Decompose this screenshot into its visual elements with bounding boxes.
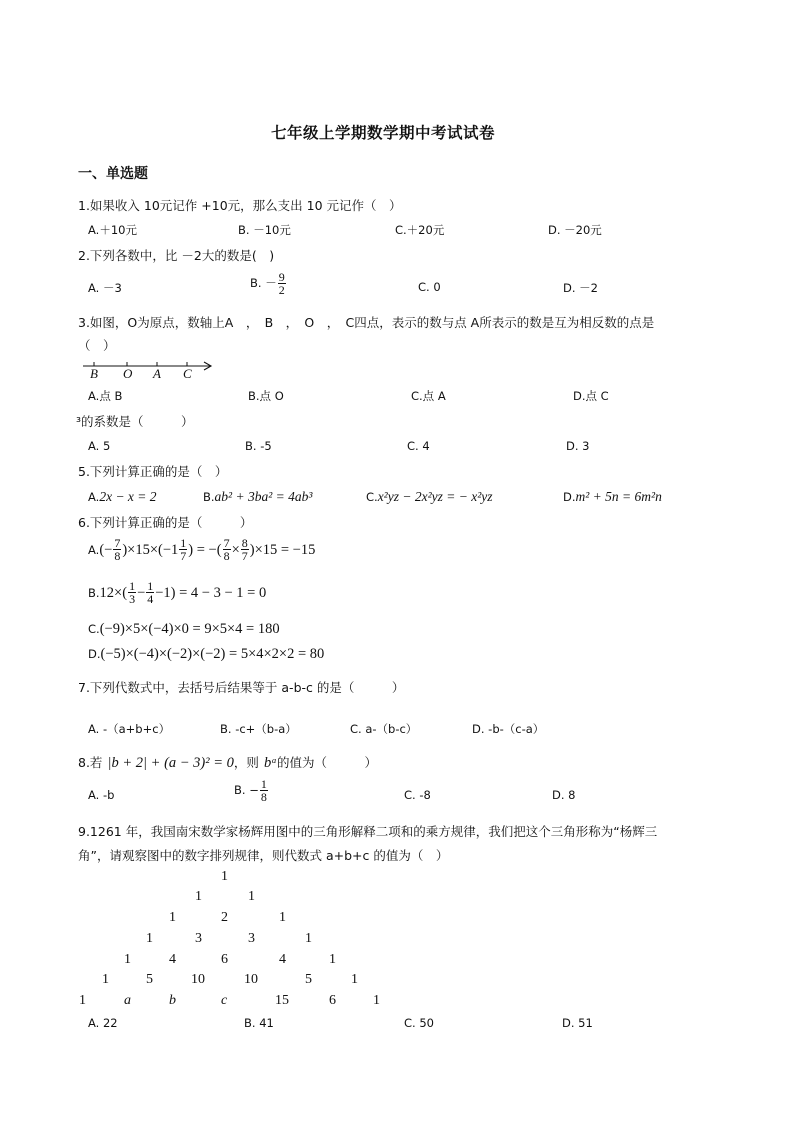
triangle-cell: 6 (329, 993, 336, 1008)
question-6-option-a[interactable] (88, 537, 315, 562)
question-7-option-a[interactable]: A. -（a+b+c） (88, 722, 171, 736)
question-4-stem: ³的系数是（ ） (76, 414, 194, 429)
question-4-option-d[interactable]: D. 3 (566, 439, 590, 453)
axis-label-c: C (183, 366, 192, 381)
fraction (260, 778, 268, 803)
question-1-option-d[interactable]: D. －20元 (548, 223, 602, 237)
fraction (223, 537, 231, 562)
stem-expression: bᵃ (264, 755, 278, 771)
question-2-option-b[interactable] (250, 271, 287, 296)
option-label: D. (563, 490, 576, 504)
question-8-option-d[interactable]: D. 8 (552, 788, 576, 802)
triangle-cell: 5 (146, 972, 153, 987)
fraction-numerator: 7 (114, 536, 121, 550)
stem-equation: |b + 2| + (a − 3)² = 0 (107, 755, 234, 771)
triangle-cell-b: b (169, 993, 176, 1008)
question-8-option-a[interactable]: A. -b (88, 788, 115, 802)
question-1-option-a[interactable]: A.＋10元 (88, 223, 137, 237)
triangle-cell: 1 (221, 869, 228, 884)
math-part: × (231, 542, 240, 558)
stem-suffix: 的值为（ ） (277, 755, 378, 770)
question-3-option-d[interactable]: D.点 C (573, 389, 609, 403)
question-2-option-b-prefix: B. － (250, 276, 277, 290)
fraction (146, 580, 154, 605)
fraction-numerator: 9 (278, 270, 285, 284)
fraction-denominator: 7 (180, 549, 187, 563)
math-part: −1) = 4 − 3 − 1 = 0 (155, 585, 267, 601)
question-7-option-b[interactable]: B. -c+（b-a） (220, 722, 297, 736)
math-part: 12×( (99, 585, 128, 601)
question-9-option-a[interactable]: A. 22 (88, 1016, 118, 1030)
triangle-cell-c: c (221, 993, 228, 1008)
question-1-option-c[interactable]: C.＋20元 (395, 223, 445, 237)
option-label: A. (88, 543, 100, 557)
fraction-denominator: 8 (260, 790, 267, 804)
fraction-denominator: 2 (278, 283, 285, 297)
fraction (128, 580, 136, 605)
fraction-numerator: 1 (129, 579, 136, 593)
math-part: ) = −( (188, 542, 222, 558)
question-8-option-b[interactable] (234, 778, 269, 803)
triangle-cell: 1 (195, 889, 202, 904)
option-label: B. (88, 586, 100, 600)
question-6-option-d[interactable] (88, 643, 324, 663)
question-9-option-c[interactable]: C. 50 (404, 1016, 434, 1030)
question-1-stem: 1.如果收入 10元记作 +10元，那么支出 10 元记作（ ） (78, 198, 402, 213)
option-math: (−9)×5×(−4)×0 = 9×5×4 = 180 (99, 621, 280, 637)
triangle-cell: 6 (221, 952, 228, 967)
fraction-numerator: 1 (260, 777, 267, 791)
question-3-stem-line-1: 3.如图，O为原点，数轴上A ， B ， O ， C四点，表示的数与点 A所表示的数是互为相反数的点是 (78, 315, 655, 330)
fraction-denominator: 8 (114, 549, 121, 563)
question-2-option-d[interactable]: D. －2 (563, 281, 598, 295)
number-line-figure (80, 357, 220, 383)
question-6-option-b[interactable] (88, 580, 266, 605)
option-math: 2x − x = 2 (99, 489, 157, 504)
triangle-cell: 4 (279, 952, 286, 967)
triangle-cell: 4 (169, 952, 176, 967)
question-7-option-d[interactable]: D. -b-（c-a） (472, 722, 545, 736)
triangle-cell: 3 (248, 931, 255, 946)
section-heading: 一、单选题 (78, 166, 148, 182)
question-4-option-c[interactable]: C. 4 (407, 439, 430, 453)
question-5-option-c[interactable] (366, 486, 493, 505)
triangle-cell: 1 (79, 993, 86, 1008)
question-3-stem-line-2: （ ） (78, 338, 116, 353)
triangle-cell: 10 (191, 972, 205, 987)
fraction-denominator: 7 (241, 549, 248, 563)
question-5-option-a[interactable] (88, 486, 157, 505)
triangle-cell: 1 (102, 972, 109, 987)
option-math: ab² + 3ba² = 4ab³ (214, 489, 313, 504)
question-9-stem-line-2: 角”，请观察图中的数字排列规律，则代数式 a+b+c 的值为（ ） (78, 848, 449, 863)
fraction-numerator: 1 (147, 579, 154, 593)
option-math: (−5)×(−4)×(−2)×(−2) = 5×4×2×2 = 80 (100, 646, 325, 662)
triangle-cell: 1 (373, 993, 380, 1008)
page-title: 七年级上学期数学期中考试试卷 (271, 124, 496, 142)
question-2-option-a[interactable]: A. －3 (88, 281, 122, 295)
question-2-stem: 2.下列各数中，比 －2大的数是( ) (78, 248, 275, 263)
question-6-stem: 6.下列计算正确的是（ ） (78, 515, 253, 530)
fraction (113, 537, 121, 562)
triangle-cell: 1 (305, 931, 312, 946)
triangle-cell: 2 (221, 910, 228, 925)
triangle-cell: 1 (169, 910, 176, 925)
option-math: x²yz − 2x²yz = − x²yz (377, 489, 493, 504)
axis-label-o: O (123, 366, 133, 381)
option-label: D. (88, 647, 101, 661)
question-3-option-b[interactable]: B.点 O (248, 389, 284, 403)
question-6-option-c[interactable] (88, 618, 280, 638)
question-1-option-b[interactable]: B. －10元 (238, 223, 291, 237)
option-math: m² + 5n = 6m²n (575, 489, 662, 504)
question-2-option-c[interactable]: C. 0 (418, 280, 441, 294)
option-label: B. (203, 490, 215, 504)
question-7-stem: 7.下列代数式中，去括号后结果等于 a-b-c 的是（ ） (78, 680, 405, 695)
fraction (179, 537, 187, 562)
stem-mid: ，则 (233, 755, 259, 770)
question-7-option-c[interactable]: C. a-（b-c） (350, 722, 418, 736)
fraction-denominator: 3 (129, 592, 136, 606)
option-prefix: B. − (234, 783, 259, 797)
fraction-numerator: 1 (180, 536, 187, 550)
option-label: C. (366, 490, 378, 504)
question-9-option-d[interactable]: D. 51 (562, 1016, 593, 1030)
question-5-stem: 5.下列计算正确的是（ ） (78, 464, 228, 479)
triangle-cell: 1 (329, 952, 336, 967)
fraction (241, 537, 249, 562)
triangle-cell: 1 (248, 889, 255, 904)
triangle-cell: 3 (195, 931, 202, 946)
fraction-numerator: 7 (223, 536, 230, 550)
question-8-option-c[interactable]: C. -8 (404, 788, 431, 802)
question-4-option-a[interactable]: A. 5 (88, 439, 111, 453)
math-part: (− (99, 542, 113, 558)
triangle-cell: 1 (351, 972, 358, 987)
math-part: − (137, 585, 146, 601)
triangle-cell: 15 (275, 993, 289, 1008)
option-label: C. (88, 622, 100, 636)
question-8-stem (78, 752, 377, 772)
option-label: A. (88, 490, 100, 504)
axis-label-a: A (153, 366, 161, 381)
question-9-option-b[interactable]: B. 41 (244, 1016, 274, 1030)
triangle-cell: 5 (305, 972, 312, 987)
triangle-cell: 1 (124, 952, 131, 967)
question-2-option-b-fraction (278, 271, 286, 296)
fraction-numerator: 8 (241, 536, 248, 550)
math-part: )×15 = −15 (249, 542, 316, 558)
question-5-option-b[interactable] (203, 486, 312, 505)
fraction-denominator: 8 (223, 549, 230, 563)
question-5-option-d[interactable] (563, 486, 662, 505)
triangle-cell: 1 (279, 910, 286, 925)
question-3-option-a[interactable]: A.点 B (88, 389, 123, 403)
triangle-cell: 1 (146, 931, 153, 946)
triangle-cell: 10 (244, 972, 258, 987)
fraction-denominator: 4 (147, 592, 154, 606)
triangle-cell-a: a (124, 993, 131, 1008)
question-9-stem-line-1: 9.1261 年，我国南宋数学家杨辉用图中的三角形解释二项和的乘方规律，我们把这个三角形称为“杨辉三 (78, 824, 658, 839)
axis-label-b: B (90, 366, 98, 381)
question-3-option-c[interactable]: C.点 A (411, 389, 446, 403)
stem-prefix: 8.若 (78, 755, 103, 770)
math-part: )×15×(−1 (122, 542, 179, 558)
question-4-option-b[interactable]: B. -5 (245, 439, 272, 453)
